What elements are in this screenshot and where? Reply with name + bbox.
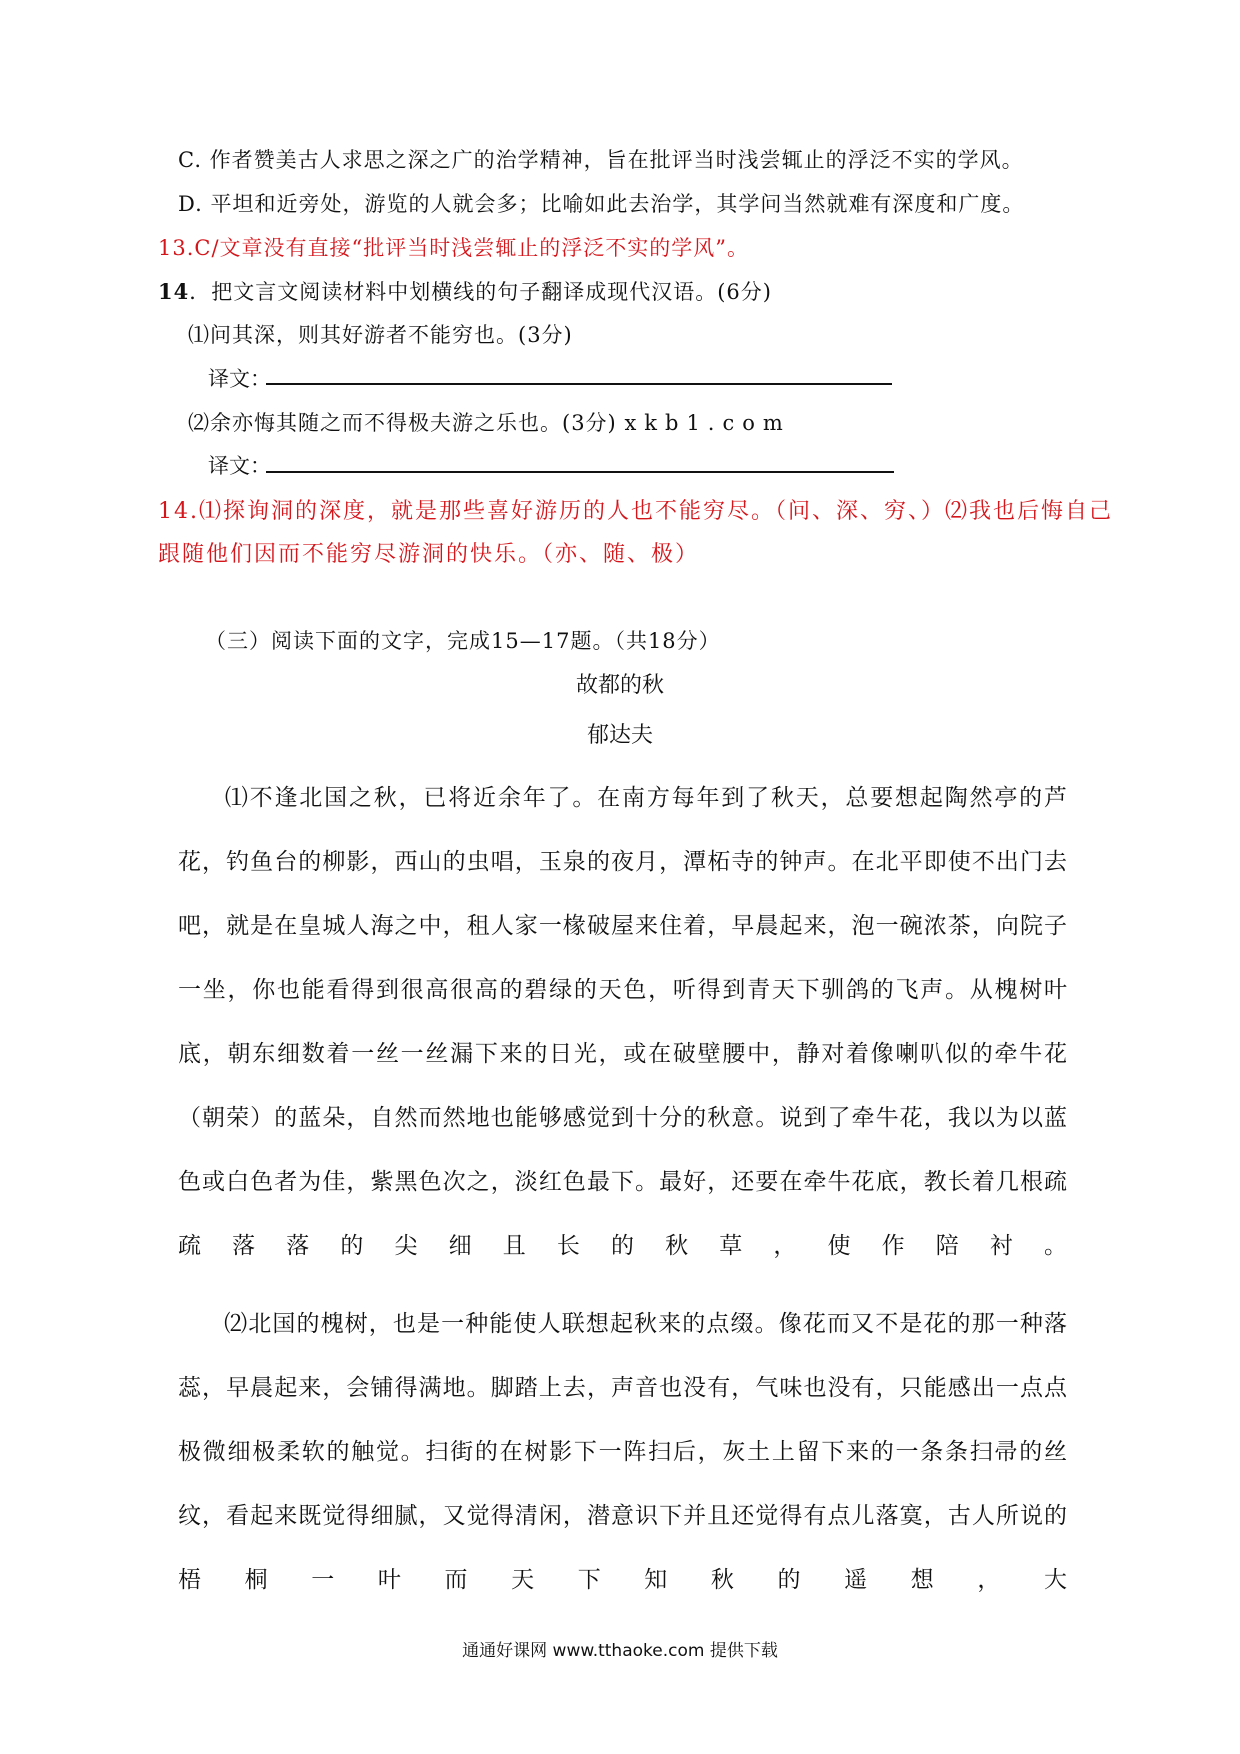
translation-label-2: 译文： bbox=[208, 454, 271, 478]
option-d: D. 平坦和近旁处，游览的人就会多；比喻如此去治学，其学问当然就难有深度和广度。 bbox=[178, 192, 1025, 216]
option-c: C. 作者赞美古人求思之深之广的治学精神，旨在批评当时浅尝辄止的浮泛不实的学风。 bbox=[178, 148, 1024, 172]
question-14-sub1: ⑴问其深，则其好游者不能穷也。(3分) bbox=[188, 323, 573, 347]
question-14-number: 14 bbox=[158, 279, 190, 304]
page-footer: 通通好课网 www.tthaoke.com 提供下载 bbox=[462, 1641, 778, 1661]
answer-13: 13.C/文章没有直接“批评当时浅尝辄止的浮泛不实的学风”。 bbox=[158, 236, 750, 260]
article-author: 郁达夫 bbox=[586, 723, 653, 748]
section-3-heading: （三）阅读下面的文字，完成15—17题。（共18分） bbox=[205, 629, 721, 653]
watermark-text: xkb1.com bbox=[624, 411, 791, 435]
translation-blank-1 bbox=[266, 383, 892, 385]
question-14-sub2-text: ⑵余亦悔其随之而不得极夫游之乐也。(3分) bbox=[188, 411, 617, 435]
question-14 bbox=[158, 276, 772, 306]
question-14-sub2 bbox=[188, 407, 791, 437]
article-body bbox=[178, 766, 1068, 1612]
answer-14-line1: 14.⑴探询洞的深度，就是那些喜好游历的人也不能穷尽。（问、深、穷、）⑵我也后悔自己 bbox=[158, 499, 1113, 524]
question-14-title: ．把文言文阅读材料中划横线的句子翻译成现代汉语。(6分) bbox=[189, 280, 772, 304]
article-paragraph-1-text: ⑴不逢北国之秋，已将近余年了。在南方每年到了秋天，总要想起陶然亭的芦花，钓鱼台的柳影，西山的虫唱，玉泉的夜月，潭柘寺的钟声。在北平即使不出门去吧，就是在皇城人海之中，租人家一椽破屋来住着，早晨起来，泡一碗浓茶，向院子一坐，你也能看得到很高很高的碧绿的天色，听得到青天下驯鸽的飞声。从槐树叶底，朝东细数着一丝一丝漏下来的日光，或在破壁腰中，静对着像喇叭似的牵牛花（朝荣）的蓝朵，自然而然地也能够感觉到十分的秋意。说到了牵牛花，我以为以蓝色或白色者为佳，紫黑色次之，淡红色最下。最好，还要在牵牛花底，教长着几根疏疏落落的尖细且长的秋草，使作陪衬。 bbox=[178, 785, 1068, 1259]
answer-14-line2: 跟随他们因而不能穷尽游洞的快乐。（亦、随、极） bbox=[158, 542, 700, 567]
translation-blank-2 bbox=[266, 471, 894, 473]
article-title: 故都的秋 bbox=[575, 673, 664, 698]
article-paragraph-2-text: ⑵北国的槐树，也是一种能使人联想起秋来的点缀。像花而又不是花的那一种落蕊，早晨起来，会铺得满地。脚踏上去，声音也没有，气味也没有，只能感出一点点极微细极柔软的触觉。扫街的在树影下一阵扫后，灰土上留下来的一条条扫帚的丝纹，看起来既觉得细腻，又觉得清闲，潜意识下并且还觉得有点儿落寞，古人所说的梧桐一叶而天下知秋的遥想，大 bbox=[178, 1311, 1068, 1593]
article-paragraph-2 bbox=[178, 1292, 1068, 1612]
translation-label-1: 译文： bbox=[208, 367, 271, 391]
article-paragraph-1 bbox=[178, 766, 1068, 1278]
